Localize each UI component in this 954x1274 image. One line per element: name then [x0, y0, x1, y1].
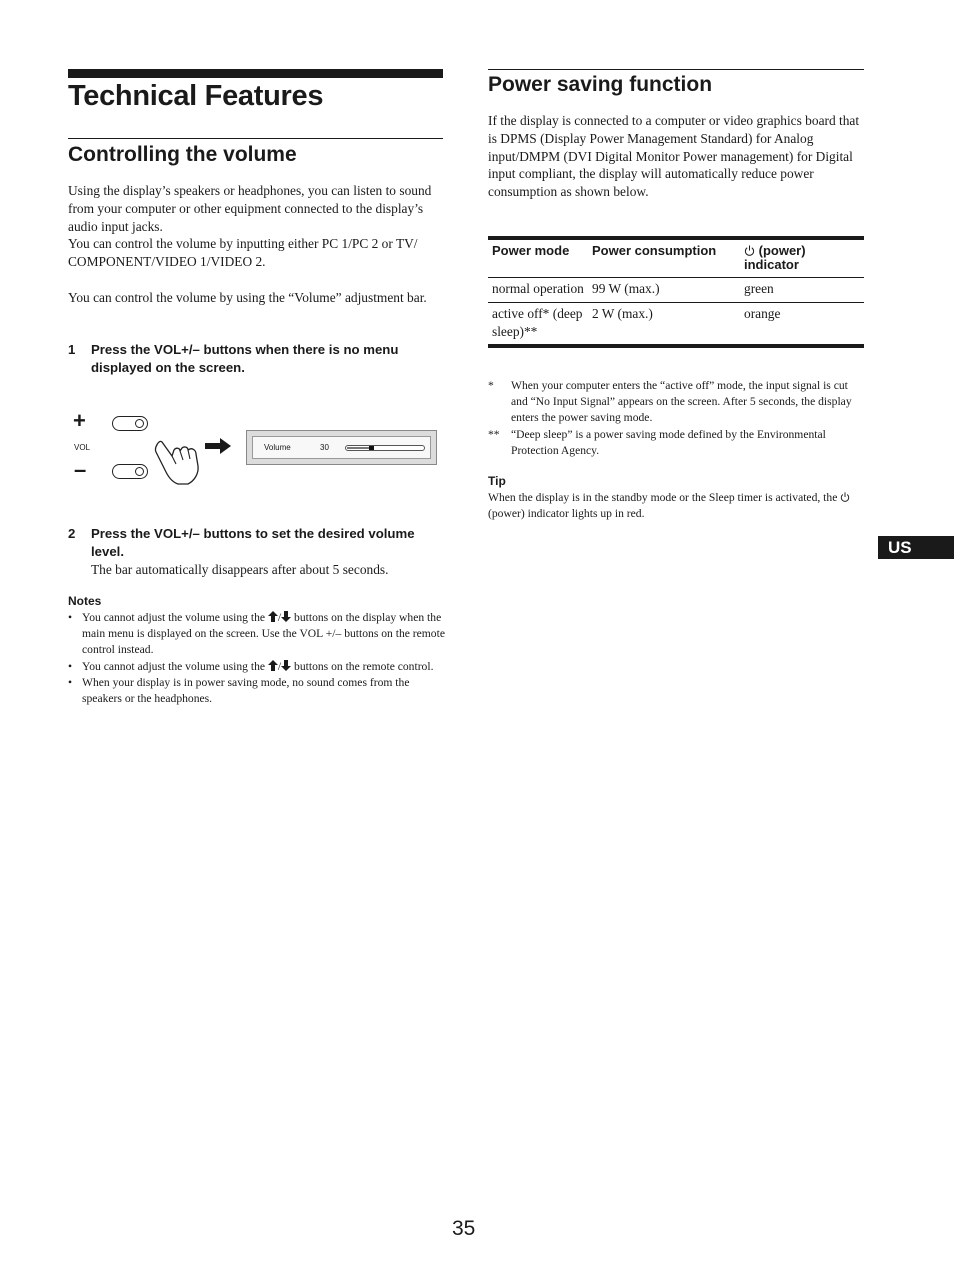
volume-intro-para1: Using the display’s speakers or headphones, you can listen to sound from your computer or other equipment connected to the display’s audio input jacks.: [68, 183, 432, 234]
cell-consumption: 2 W (max.): [592, 305, 653, 321]
up-arrow-icon: [268, 611, 278, 622]
cell-consumption: 99 W (max.): [592, 281, 660, 296]
step-2-text: Press the VOL+/– buttons to set the desired volume level.: [91, 526, 415, 559]
footnote-text: “Deep sleep” is a power saving mode defined by the Environmental Protection Agency.: [511, 427, 826, 457]
right-arrow-icon: [204, 436, 232, 456]
down-arrow-icon: [281, 660, 291, 671]
footnote-2: [488, 427, 864, 459]
note-3-text: When your display is in power saving mode, no sound comes from the speakers or the headphones.: [82, 675, 410, 706]
table-row: [488, 278, 864, 303]
plus-symbol: +: [73, 408, 86, 433]
note-1-text-b: buttons on the display when the main menu is displayed on the screen. Use the VOL +/– buttons on the remote control instead.: [82, 611, 445, 657]
cell-mode: active off* (deep sleep)**: [492, 305, 583, 339]
volume-intro-para3: You can control the volume by using the “Volume” adjustment bar.: [68, 289, 427, 305]
header-power-mode: Power mode: [492, 243, 570, 258]
section-title-power: Power saving function: [488, 73, 713, 96]
osd-volume-label: Volume: [264, 443, 291, 452]
volume-bar-knob[interactable]: [369, 446, 374, 450]
footnote-mark: *: [488, 379, 494, 392]
page-title: Technical Features: [68, 80, 324, 112]
header-power-indicator: [740, 238, 864, 278]
cell-mode: normal operation: [492, 281, 584, 296]
step-2-number: 2: [68, 526, 76, 541]
footnotes: [488, 378, 864, 459]
step-1-number: 1: [68, 342, 76, 357]
note-item: • You cannot adjust the volume using the / buttons on the remote control.: [68, 659, 446, 675]
section-title-volume: Controlling the volume: [68, 143, 297, 166]
power-table: [488, 236, 864, 348]
down-arrow-icon: [281, 611, 291, 622]
volume-intro-para2: You can control the volume by inputting either PC 1/PC 2 or TV/ COMPONENT/VIDEO 1/VIDEO 2.: [68, 236, 418, 270]
section-rule: [68, 138, 443, 139]
title-top-bar: [68, 69, 443, 78]
tip-text-b: (power) indicator lights up in red.: [488, 507, 645, 521]
bullet: •: [68, 611, 73, 624]
volume-osd-window: [246, 430, 437, 465]
step-1: [68, 341, 448, 376]
language-tab: US: [878, 536, 954, 559]
note-item: [68, 675, 446, 707]
power-icon: [744, 245, 755, 256]
tip-heading: Tip: [488, 474, 506, 488]
step-2: [68, 525, 448, 560]
cell-indicator: green: [744, 281, 774, 296]
power-table-wrap: [488, 236, 864, 348]
bullet: •: [68, 675, 73, 689]
vol-plus-button[interactable]: [112, 416, 148, 431]
header-power-consumption: Power consumption: [592, 243, 717, 258]
note-2-text-a: You cannot adjust the volume using the: [82, 659, 268, 673]
note-item: • You cannot adjust the volume using the / buttons on the display when the main menu is displayed on the screen. Use the VOL +/– buttons on the remote control instead.: [68, 611, 445, 657]
volume-bar-fill: [347, 447, 370, 449]
power-icon: [840, 492, 850, 502]
tip-text: [488, 490, 864, 522]
footnote-text: When your computer enters the “active off” mode, the input signal is cut and “No Input Signal” appears on the screen. After 5 seconds, the display enters the power saving mode.: [511, 379, 852, 425]
minus-symbol: –: [74, 457, 87, 482]
volume-illustration: [68, 408, 448, 498]
section-rule-right: [488, 69, 864, 70]
vol-label: VOL: [74, 443, 91, 452]
power-intro: If the display is connected to a computer or video graphics board that is DPMS (Display Power Management Standard) for Analog input/DMPM (DVI Digital Monitor Power management) for Digital input compliant, the display will automatically reduce power consumption as shown below.: [488, 113, 860, 200]
bullet: •: [68, 659, 73, 673]
power-table-header-row: [488, 238, 864, 278]
volume-intro: [68, 182, 446, 307]
notes-list: [68, 610, 446, 707]
cell-indicator: orange: [744, 305, 781, 321]
step-2-subtext: The bar automatically disappears after about 5 seconds.: [91, 562, 389, 577]
notes-heading: Notes: [68, 594, 102, 608]
header-power-indicator-label: (power) indicator: [744, 243, 806, 272]
up-arrow-icon: [268, 660, 278, 671]
hand-pointer-icon: [152, 436, 202, 488]
footnote-mark: **: [488, 427, 500, 441]
footnote-1: [488, 378, 864, 427]
note-2-text-b: buttons on the remote control.: [291, 659, 434, 673]
table-row: [488, 302, 864, 346]
osd-volume-value: 30: [320, 443, 329, 452]
note-1-text-a: You cannot adjust the volume using the: [82, 611, 268, 624]
page-number: 35: [452, 1217, 476, 1240]
vol-minus-button[interactable]: [112, 464, 148, 479]
tip-text-a: When the display is in the standby mode or the Sleep timer is activated, the: [488, 491, 841, 504]
step-1-text: Press the VOL+/– buttons when there is no menu displayed on the screen.: [91, 342, 399, 375]
volume-bar[interactable]: [345, 445, 425, 451]
